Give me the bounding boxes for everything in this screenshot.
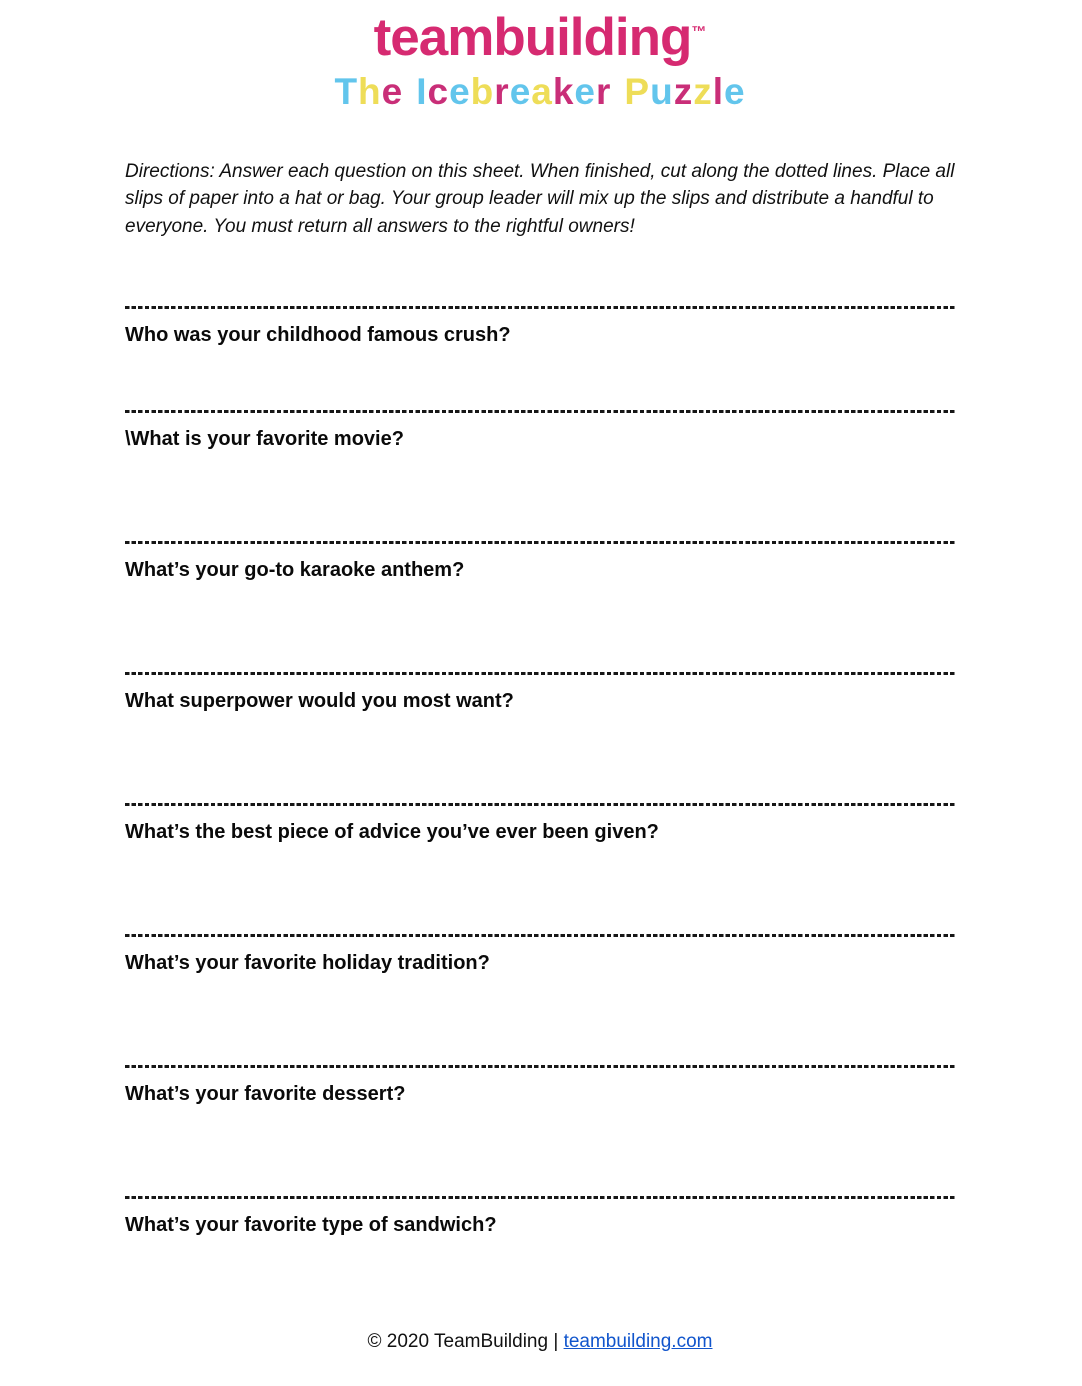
subtitle-letter: b [470, 70, 495, 112]
cut-line [125, 306, 955, 309]
subtitle-letter: e [381, 70, 404, 112]
subtitle-letter: r [596, 70, 612, 112]
subtitle-letter: a [531, 70, 553, 112]
cut-line [125, 1196, 955, 1199]
subtitle-letter: k [552, 70, 575, 112]
question-block [125, 1196, 955, 1239]
directions-text: Directions: Answer each question on this sheet. When finished, cut along the dotted lines. Place all slips of paper into a hat or bag. Your group leader will mix up the slips and distribute a handful to everyone. You must return all answers to the rightful owners! [125, 161, 955, 237]
cut-line [125, 934, 955, 937]
brand-logo-text: teambuilding [373, 8, 692, 67]
questions-list [125, 306, 955, 1239]
question-block [125, 1065, 955, 1108]
subtitle-letter: e [723, 70, 746, 112]
cut-line [125, 541, 955, 544]
header [125, 10, 955, 112]
subtitle-letter: I [416, 70, 428, 112]
subtitle-letter: T [334, 70, 359, 112]
subtitle-letter: P [624, 70, 651, 112]
copyright-text: © 2020 TeamBuilding | [367, 1330, 564, 1352]
question-block [125, 541, 955, 584]
worksheet-title [125, 72, 955, 113]
question-block [125, 410, 955, 453]
cut-line [125, 803, 955, 806]
question-text: What’s your favorite type of sandwich? [125, 1213, 497, 1236]
question-block [125, 803, 955, 846]
question-block [125, 306, 955, 349]
cut-line [125, 1065, 955, 1068]
question-text: What’s your favorite dessert? [125, 1082, 406, 1105]
question-text: What’s the best piece of advice you’ve ever been given? [125, 820, 659, 843]
question-text: What’s your favorite holiday tradition? [125, 951, 490, 974]
subtitle-letter: e [574, 70, 596, 112]
website-link[interactable]: teambuilding.com [563, 1330, 713, 1352]
brand-logo [125, 10, 955, 66]
question-block [125, 934, 955, 977]
subtitle-letter: z [673, 70, 694, 112]
subtitle-letter: c [427, 70, 450, 112]
subtitle-letter: e [509, 70, 532, 112]
question-text: What’s your go-to karaoke anthem? [125, 558, 465, 581]
cut-line [125, 672, 955, 675]
trademark-symbol: ™ [691, 23, 707, 41]
subtitle-letter: u [650, 70, 674, 112]
subtitle-letter: z [693, 70, 713, 112]
question-text: What superpower would you most want? [125, 689, 514, 712]
cut-line [125, 410, 955, 413]
question-text: \What is your favorite movie? [125, 427, 404, 450]
subtitle-letter [403, 72, 416, 113]
subtitle-letter: r [494, 70, 510, 112]
subtitle-letter: e [449, 70, 471, 112]
subtitle-letter: h [358, 70, 382, 112]
subtitle-letter [611, 72, 624, 113]
question-block [125, 672, 955, 715]
footer [125, 1331, 955, 1353]
question-text: Who was your childhood famous crush? [125, 323, 511, 346]
subtitle-letter: l [712, 70, 724, 112]
